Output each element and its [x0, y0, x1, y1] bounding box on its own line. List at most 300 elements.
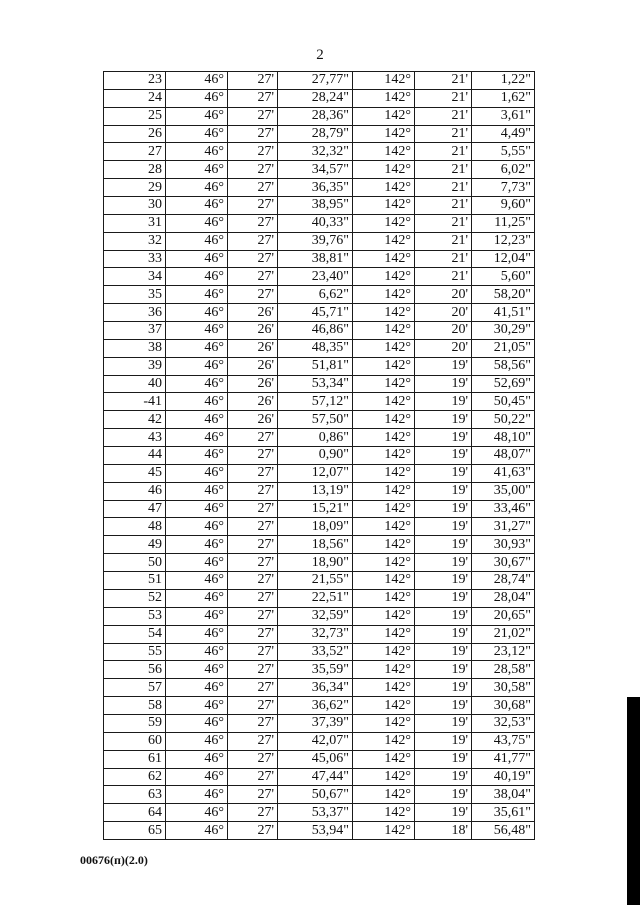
lat-minutes-cell: 27': [228, 572, 278, 590]
lat-degrees-cell: 46°: [166, 643, 228, 661]
point-number-cell: 61: [104, 750, 166, 768]
point-number-cell: 31: [104, 214, 166, 232]
lat-seconds-cell: 27,77": [278, 72, 353, 90]
lon-degrees-cell: 142°: [353, 322, 415, 340]
table-row: [104, 822, 535, 840]
table-row: [104, 339, 535, 357]
lon-degrees-cell: 142°: [353, 72, 415, 90]
lat-seconds-cell: 57,12": [278, 393, 353, 411]
lon-minutes-cell: 21': [415, 179, 472, 197]
table-row: [104, 304, 535, 322]
lat-minutes-cell: 27': [228, 786, 278, 804]
lon-degrees-cell: 142°: [353, 750, 415, 768]
lon-degrees-cell: 142°: [353, 179, 415, 197]
lat-minutes-cell: 27': [228, 714, 278, 732]
table-row: [104, 697, 535, 715]
table-row: [104, 643, 535, 661]
lon-minutes-cell: 19': [415, 643, 472, 661]
lon-degrees-cell: 142°: [353, 679, 415, 697]
lat-minutes-cell: 27': [228, 107, 278, 125]
lon-minutes-cell: 21': [415, 268, 472, 286]
lat-minutes-cell: 27': [228, 268, 278, 286]
lon-minutes-cell: 19': [415, 607, 472, 625]
lat-seconds-cell: 53,37": [278, 804, 353, 822]
lat-seconds-cell: 35,59": [278, 661, 353, 679]
lon-seconds-cell: 41,51": [472, 304, 535, 322]
lon-seconds-cell: 58,20": [472, 286, 535, 304]
lon-minutes-cell: 20': [415, 322, 472, 340]
point-number-cell: 26: [104, 125, 166, 143]
table-row: [104, 393, 535, 411]
lon-minutes-cell: 20': [415, 339, 472, 357]
lat-seconds-cell: 0,90": [278, 447, 353, 465]
lat-degrees-cell: 46°: [166, 750, 228, 768]
lon-degrees-cell: 142°: [353, 447, 415, 465]
point-number-cell: 36: [104, 304, 166, 322]
lon-seconds-cell: 1,62": [472, 89, 535, 107]
lat-degrees-cell: 46°: [166, 197, 228, 215]
lat-minutes-cell: 27': [228, 286, 278, 304]
lat-degrees-cell: 46°: [166, 250, 228, 268]
point-number-cell: 60: [104, 732, 166, 750]
lon-seconds-cell: 41,77": [472, 750, 535, 768]
lon-minutes-cell: 19': [415, 554, 472, 572]
lat-degrees-cell: 46°: [166, 464, 228, 482]
point-number-cell: 56: [104, 661, 166, 679]
lon-seconds-cell: 1,22": [472, 72, 535, 90]
lat-seconds-cell: 28,24": [278, 89, 353, 107]
lat-minutes-cell: 27': [228, 518, 278, 536]
point-number-cell: 43: [104, 429, 166, 447]
point-number-cell: 28: [104, 161, 166, 179]
table-row: [104, 732, 535, 750]
lat-minutes-cell: 27': [228, 661, 278, 679]
point-number-cell: 64: [104, 804, 166, 822]
lat-seconds-cell: 57,50": [278, 411, 353, 429]
lon-degrees-cell: 142°: [353, 500, 415, 518]
lon-seconds-cell: 30,58": [472, 679, 535, 697]
lon-degrees-cell: 142°: [353, 589, 415, 607]
lat-degrees-cell: 46°: [166, 447, 228, 465]
table-row: [104, 125, 535, 143]
document-code: 00676(п)(2.0): [80, 853, 148, 867]
table-row: [104, 589, 535, 607]
table-row: [104, 429, 535, 447]
table-row: [104, 482, 535, 500]
lon-degrees-cell: 142°: [353, 643, 415, 661]
point-number-cell: 54: [104, 625, 166, 643]
lat-minutes-cell: 27': [228, 179, 278, 197]
table-row: [104, 500, 535, 518]
lat-degrees-cell: 46°: [166, 179, 228, 197]
lat-degrees-cell: 46°: [166, 482, 228, 500]
lat-degrees-cell: 46°: [166, 357, 228, 375]
lat-minutes-cell: 27': [228, 500, 278, 518]
table-row: [104, 250, 535, 268]
lat-degrees-cell: 46°: [166, 393, 228, 411]
lon-seconds-cell: 48,10": [472, 429, 535, 447]
lat-degrees-cell: 46°: [166, 822, 228, 840]
point-number-cell: 65: [104, 822, 166, 840]
lon-degrees-cell: 142°: [353, 214, 415, 232]
lat-seconds-cell: 33,52": [278, 643, 353, 661]
lon-seconds-cell: 6,02": [472, 161, 535, 179]
lat-degrees-cell: 46°: [166, 429, 228, 447]
lon-minutes-cell: 19': [415, 661, 472, 679]
lon-degrees-cell: 142°: [353, 536, 415, 554]
table-row: [104, 804, 535, 822]
lon-degrees-cell: 142°: [353, 732, 415, 750]
point-number-cell: 59: [104, 714, 166, 732]
lon-minutes-cell: 19': [415, 589, 472, 607]
table-row: [104, 607, 535, 625]
lon-seconds-cell: 28,74": [472, 572, 535, 590]
lat-seconds-cell: 13,19": [278, 482, 353, 500]
point-number-cell: 40: [104, 375, 166, 393]
lon-degrees-cell: 142°: [353, 572, 415, 590]
table-row: [104, 518, 535, 536]
lon-seconds-cell: 50,45": [472, 393, 535, 411]
lon-minutes-cell: 19': [415, 411, 472, 429]
lon-degrees-cell: 142°: [353, 429, 415, 447]
lon-degrees-cell: 142°: [353, 250, 415, 268]
point-number-cell: 32: [104, 232, 166, 250]
lon-degrees-cell: 142°: [353, 304, 415, 322]
lat-minutes-cell: 27': [228, 697, 278, 715]
lon-minutes-cell: 20': [415, 286, 472, 304]
lat-degrees-cell: 46°: [166, 679, 228, 697]
lon-degrees-cell: 142°: [353, 411, 415, 429]
lat-seconds-cell: 38,81": [278, 250, 353, 268]
table-row: [104, 286, 535, 304]
table-row: [104, 214, 535, 232]
lat-minutes-cell: 26': [228, 339, 278, 357]
lat-seconds-cell: 36,62": [278, 697, 353, 715]
lon-seconds-cell: 21,02": [472, 625, 535, 643]
lat-seconds-cell: 32,59": [278, 607, 353, 625]
lon-seconds-cell: 35,61": [472, 804, 535, 822]
lat-degrees-cell: 46°: [166, 161, 228, 179]
lon-degrees-cell: 142°: [353, 107, 415, 125]
lon-minutes-cell: 19': [415, 714, 472, 732]
lat-minutes-cell: 27': [228, 607, 278, 625]
lat-minutes-cell: 27': [228, 232, 278, 250]
table-row: [104, 197, 535, 215]
lon-seconds-cell: 48,07": [472, 447, 535, 465]
lat-degrees-cell: 46°: [166, 125, 228, 143]
point-number-cell: 52: [104, 589, 166, 607]
lat-seconds-cell: 21,55": [278, 572, 353, 590]
lat-degrees-cell: 46°: [166, 697, 228, 715]
lon-minutes-cell: 21': [415, 161, 472, 179]
lat-seconds-cell: 36,35": [278, 179, 353, 197]
point-number-cell: 57: [104, 679, 166, 697]
lat-seconds-cell: 48,35": [278, 339, 353, 357]
lat-minutes-cell: 26': [228, 375, 278, 393]
table-row: [104, 375, 535, 393]
table-row: [104, 661, 535, 679]
point-number-cell: 38: [104, 339, 166, 357]
coordinates-table: [103, 71, 535, 840]
lon-minutes-cell: 21': [415, 107, 472, 125]
table-row: [104, 750, 535, 768]
point-number-cell: 37: [104, 322, 166, 340]
lon-minutes-cell: 19': [415, 804, 472, 822]
lon-seconds-cell: 56,48": [472, 822, 535, 840]
lat-seconds-cell: 36,34": [278, 679, 353, 697]
lat-seconds-cell: 38,95": [278, 197, 353, 215]
lon-seconds-cell: 41,63": [472, 464, 535, 482]
lon-degrees-cell: 142°: [353, 393, 415, 411]
lat-seconds-cell: 0,86": [278, 429, 353, 447]
table-row: [104, 411, 535, 429]
lon-degrees-cell: 142°: [353, 822, 415, 840]
lat-degrees-cell: 46°: [166, 732, 228, 750]
lon-minutes-cell: 21': [415, 250, 472, 268]
lat-minutes-cell: 27': [228, 625, 278, 643]
lat-degrees-cell: 46°: [166, 607, 228, 625]
table-row: [104, 72, 535, 90]
table-row: [104, 161, 535, 179]
lon-seconds-cell: 30,68": [472, 697, 535, 715]
lat-seconds-cell: 39,76": [278, 232, 353, 250]
lon-degrees-cell: 142°: [353, 804, 415, 822]
lon-degrees-cell: 142°: [353, 125, 415, 143]
lat-minutes-cell: 27': [228, 447, 278, 465]
lon-minutes-cell: 19': [415, 768, 472, 786]
lat-degrees-cell: 46°: [166, 411, 228, 429]
lat-minutes-cell: 26': [228, 322, 278, 340]
lon-degrees-cell: 142°: [353, 375, 415, 393]
coordinates-table-body: [104, 72, 535, 840]
lat-minutes-cell: 27': [228, 482, 278, 500]
lat-degrees-cell: 46°: [166, 286, 228, 304]
lon-minutes-cell: 18': [415, 822, 472, 840]
lat-seconds-cell: 18,09": [278, 518, 353, 536]
lat-degrees-cell: 46°: [166, 572, 228, 590]
lon-minutes-cell: 19': [415, 375, 472, 393]
lat-minutes-cell: 27': [228, 429, 278, 447]
lon-minutes-cell: 19': [415, 393, 472, 411]
lat-degrees-cell: 46°: [166, 339, 228, 357]
lat-degrees-cell: 46°: [166, 72, 228, 90]
lat-minutes-cell: 27': [228, 89, 278, 107]
lon-minutes-cell: 21': [415, 143, 472, 161]
lon-degrees-cell: 142°: [353, 268, 415, 286]
lon-seconds-cell: 43,75": [472, 732, 535, 750]
table-row: [104, 232, 535, 250]
lon-minutes-cell: 21': [415, 232, 472, 250]
lat-minutes-cell: 27': [228, 822, 278, 840]
table-row: [104, 679, 535, 697]
lat-seconds-cell: 40,33": [278, 214, 353, 232]
lon-seconds-cell: 21,05": [472, 339, 535, 357]
lon-minutes-cell: 19': [415, 572, 472, 590]
point-number-cell: 63: [104, 786, 166, 804]
table-row: [104, 89, 535, 107]
lat-minutes-cell: 27': [228, 214, 278, 232]
lat-seconds-cell: 46,86": [278, 322, 353, 340]
point-number-cell: 47: [104, 500, 166, 518]
point-number-cell: 29: [104, 179, 166, 197]
lon-seconds-cell: 23,12": [472, 643, 535, 661]
scan-edge-mark: [627, 697, 640, 905]
table-row: [104, 107, 535, 125]
point-number-cell: 34: [104, 268, 166, 286]
lat-degrees-cell: 46°: [166, 107, 228, 125]
lon-minutes-cell: 19': [415, 786, 472, 804]
lat-minutes-cell: 27': [228, 750, 278, 768]
lat-seconds-cell: 53,34": [278, 375, 353, 393]
lat-seconds-cell: 6,62": [278, 286, 353, 304]
lon-degrees-cell: 142°: [353, 518, 415, 536]
lon-degrees-cell: 142°: [353, 768, 415, 786]
lat-degrees-cell: 46°: [166, 786, 228, 804]
lon-degrees-cell: 142°: [353, 786, 415, 804]
lon-degrees-cell: 142°: [353, 143, 415, 161]
lat-degrees-cell: 46°: [166, 768, 228, 786]
lat-degrees-cell: 46°: [166, 554, 228, 572]
lat-seconds-cell: 47,44": [278, 768, 353, 786]
lat-degrees-cell: 46°: [166, 89, 228, 107]
point-number-cell: 53: [104, 607, 166, 625]
lat-seconds-cell: 18,56": [278, 536, 353, 554]
lon-seconds-cell: 52,69": [472, 375, 535, 393]
lon-minutes-cell: 19': [415, 447, 472, 465]
lon-degrees-cell: 142°: [353, 197, 415, 215]
lon-seconds-cell: 5,55": [472, 143, 535, 161]
lon-seconds-cell: 30,93": [472, 536, 535, 554]
point-number-cell: 42: [104, 411, 166, 429]
point-number-cell: 55: [104, 643, 166, 661]
point-number-cell: 35: [104, 286, 166, 304]
lon-seconds-cell: 32,53": [472, 714, 535, 732]
point-number-cell: 62: [104, 768, 166, 786]
point-number-cell: 27: [104, 143, 166, 161]
lat-minutes-cell: 26': [228, 393, 278, 411]
table-row: [104, 179, 535, 197]
point-number-cell: 48: [104, 518, 166, 536]
lon-seconds-cell: 28,04": [472, 589, 535, 607]
lat-minutes-cell: 27': [228, 768, 278, 786]
point-number-cell: 44: [104, 447, 166, 465]
lat-seconds-cell: 45,06": [278, 750, 353, 768]
table-row: [104, 322, 535, 340]
lon-seconds-cell: 40,19": [472, 768, 535, 786]
lat-seconds-cell: 34,57": [278, 161, 353, 179]
point-number-cell: 49: [104, 536, 166, 554]
lat-minutes-cell: 27': [228, 143, 278, 161]
lon-minutes-cell: 19': [415, 625, 472, 643]
lon-seconds-cell: 12,04": [472, 250, 535, 268]
lon-seconds-cell: 30,29": [472, 322, 535, 340]
lon-degrees-cell: 142°: [353, 339, 415, 357]
lon-seconds-cell: 20,65": [472, 607, 535, 625]
lat-seconds-cell: 51,81": [278, 357, 353, 375]
lon-degrees-cell: 142°: [353, 714, 415, 732]
lat-degrees-cell: 46°: [166, 714, 228, 732]
lat-degrees-cell: 46°: [166, 518, 228, 536]
lon-degrees-cell: 142°: [353, 554, 415, 572]
point-number-cell: -41: [104, 393, 166, 411]
lat-seconds-cell: 42,07": [278, 732, 353, 750]
lat-degrees-cell: 46°: [166, 304, 228, 322]
lon-degrees-cell: 142°: [353, 625, 415, 643]
lon-minutes-cell: 19': [415, 500, 472, 518]
lon-minutes-cell: 21': [415, 72, 472, 90]
lon-degrees-cell: 142°: [353, 161, 415, 179]
lon-seconds-cell: 4,49": [472, 125, 535, 143]
lat-minutes-cell: 27': [228, 679, 278, 697]
table-row: [104, 464, 535, 482]
lat-minutes-cell: 27': [228, 554, 278, 572]
lon-minutes-cell: 19': [415, 429, 472, 447]
lat-degrees-cell: 46°: [166, 625, 228, 643]
lon-seconds-cell: 30,67": [472, 554, 535, 572]
table-row: [104, 536, 535, 554]
lat-minutes-cell: 27': [228, 250, 278, 268]
table-row: [104, 768, 535, 786]
lon-minutes-cell: 19': [415, 750, 472, 768]
lat-minutes-cell: 27': [228, 536, 278, 554]
lon-seconds-cell: 28,58": [472, 661, 535, 679]
lon-degrees-cell: 142°: [353, 464, 415, 482]
point-number-cell: 30: [104, 197, 166, 215]
table-row: [104, 554, 535, 572]
lat-minutes-cell: 27': [228, 804, 278, 822]
lon-minutes-cell: 20': [415, 304, 472, 322]
lat-minutes-cell: 27': [228, 72, 278, 90]
lat-degrees-cell: 46°: [166, 804, 228, 822]
lon-degrees-cell: 142°: [353, 89, 415, 107]
lat-minutes-cell: 26': [228, 357, 278, 375]
lon-minutes-cell: 19': [415, 679, 472, 697]
lon-seconds-cell: 5,60": [472, 268, 535, 286]
lon-seconds-cell: 50,22": [472, 411, 535, 429]
lon-degrees-cell: 142°: [353, 661, 415, 679]
lat-degrees-cell: 46°: [166, 589, 228, 607]
point-number-cell: 25: [104, 107, 166, 125]
lat-minutes-cell: 27': [228, 643, 278, 661]
table-row: [104, 572, 535, 590]
lon-minutes-cell: 21': [415, 89, 472, 107]
lat-degrees-cell: 46°: [166, 214, 228, 232]
lon-degrees-cell: 142°: [353, 286, 415, 304]
lat-minutes-cell: 26': [228, 411, 278, 429]
lon-seconds-cell: 31,27": [472, 518, 535, 536]
lon-seconds-cell: 35,00": [472, 482, 535, 500]
lon-degrees-cell: 142°: [353, 697, 415, 715]
lon-minutes-cell: 19': [415, 464, 472, 482]
point-number-cell: 33: [104, 250, 166, 268]
lon-degrees-cell: 142°: [353, 357, 415, 375]
lon-minutes-cell: 19': [415, 732, 472, 750]
lat-seconds-cell: 15,21": [278, 500, 353, 518]
lat-degrees-cell: 46°: [166, 500, 228, 518]
lat-seconds-cell: 18,90": [278, 554, 353, 572]
lat-seconds-cell: 22,51": [278, 589, 353, 607]
point-number-cell: 39: [104, 357, 166, 375]
lat-minutes-cell: 27': [228, 161, 278, 179]
lon-degrees-cell: 142°: [353, 232, 415, 250]
lat-seconds-cell: 23,40": [278, 268, 353, 286]
point-number-cell: 45: [104, 464, 166, 482]
lon-seconds-cell: 38,04": [472, 786, 535, 804]
lat-degrees-cell: 46°: [166, 375, 228, 393]
lon-minutes-cell: 19': [415, 518, 472, 536]
lon-minutes-cell: 19': [415, 536, 472, 554]
lat-seconds-cell: 32,73": [278, 625, 353, 643]
